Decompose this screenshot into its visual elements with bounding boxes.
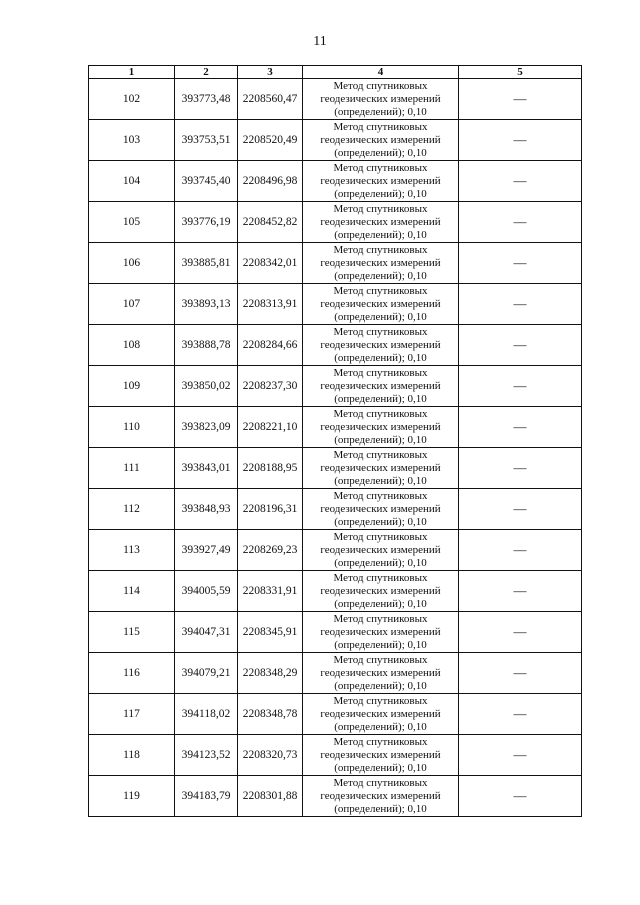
- column-header-x: 2: [175, 66, 238, 79]
- table-row: [89, 653, 582, 694]
- table-row: [89, 120, 582, 161]
- cell-coordinate-y: 2208301,88: [238, 776, 303, 817]
- header-row: [89, 66, 582, 79]
- table-row: [89, 776, 582, 817]
- table-row: [89, 79, 582, 120]
- table-row: [89, 612, 582, 653]
- cell-point-number: 103: [89, 120, 175, 161]
- cell-coordinate-y: 2208221,10: [238, 407, 303, 448]
- cell-coordinate-x: 393848,93: [175, 489, 238, 530]
- cell-coordinate-y: 2208331,91: [238, 571, 303, 612]
- cell-coordinate-x: 394123,52: [175, 735, 238, 776]
- cell-coordinate-x: 394183,79: [175, 776, 238, 817]
- cell-method: Метод спутниковых геодезических измерений (определений); 0,10: [303, 489, 459, 530]
- table-row: [89, 530, 582, 571]
- cell-note: —: [459, 366, 582, 407]
- cell-coordinate-y: 2208342,01: [238, 243, 303, 284]
- cell-coordinate-y: 2208313,91: [238, 284, 303, 325]
- cell-coordinate-x: 393885,81: [175, 243, 238, 284]
- table-row: [89, 489, 582, 530]
- coordinates-table: [88, 65, 582, 817]
- cell-coordinate-x: 393850,02: [175, 366, 238, 407]
- cell-point-number: 110: [89, 407, 175, 448]
- cell-note: —: [459, 448, 582, 489]
- cell-coordinate-x: 393745,40: [175, 161, 238, 202]
- cell-note: —: [459, 161, 582, 202]
- table-row: [89, 243, 582, 284]
- cell-point-number: 116: [89, 653, 175, 694]
- cell-method: Метод спутниковых геодезических измерений (определений); 0,10: [303, 120, 459, 161]
- cell-coordinate-y: 2208320,73: [238, 735, 303, 776]
- cell-point-number: 109: [89, 366, 175, 407]
- cell-coordinate-y: 2208237,30: [238, 366, 303, 407]
- cell-coordinate-y: 2208188,95: [238, 448, 303, 489]
- column-header-y: 3: [238, 66, 303, 79]
- cell-coordinate-y: 2208520,49: [238, 120, 303, 161]
- cell-coordinate-x: 393893,13: [175, 284, 238, 325]
- cell-point-number: 102: [89, 79, 175, 120]
- cell-point-number: 108: [89, 325, 175, 366]
- cell-point-number: 115: [89, 612, 175, 653]
- cell-coordinate-y: 2208496,98: [238, 161, 303, 202]
- cell-note: —: [459, 571, 582, 612]
- cell-note: —: [459, 776, 582, 817]
- cell-method: Метод спутниковых геодезических измерений (определений); 0,10: [303, 530, 459, 571]
- cell-coordinate-y: 2208196,31: [238, 489, 303, 530]
- table-row: [89, 407, 582, 448]
- cell-method: Метод спутниковых геодезических измерений (определений); 0,10: [303, 243, 459, 284]
- cell-note: —: [459, 243, 582, 284]
- cell-method: Метод спутниковых геодезических измерений (определений); 0,10: [303, 571, 459, 612]
- cell-coordinate-x: 393843,01: [175, 448, 238, 489]
- cell-point-number: 119: [89, 776, 175, 817]
- cell-coordinate-y: 2208284,66: [238, 325, 303, 366]
- cell-note: —: [459, 489, 582, 530]
- cell-method: Метод спутниковых геодезических измерений (определений); 0,10: [303, 735, 459, 776]
- table-row: [89, 448, 582, 489]
- cell-point-number: 118: [89, 735, 175, 776]
- cell-note: —: [459, 612, 582, 653]
- cell-coordinate-y: 2208560,47: [238, 79, 303, 120]
- cell-coordinate-y: 2208345,91: [238, 612, 303, 653]
- cell-note: —: [459, 653, 582, 694]
- table-row: [89, 284, 582, 325]
- cell-point-number: 107: [89, 284, 175, 325]
- cell-note: —: [459, 694, 582, 735]
- cell-point-number: 114: [89, 571, 175, 612]
- cell-coordinate-x: 394005,59: [175, 571, 238, 612]
- table-row: [89, 325, 582, 366]
- table-row: [89, 571, 582, 612]
- cell-note: —: [459, 407, 582, 448]
- cell-point-number: 106: [89, 243, 175, 284]
- page-number: 11: [313, 34, 327, 49]
- table-row: [89, 161, 582, 202]
- cell-method: Метод спутниковых геодезических измерений (определений); 0,10: [303, 325, 459, 366]
- cell-coordinate-y: 2208452,82: [238, 202, 303, 243]
- cell-method: Метод спутниковых геодезических измерений (определений); 0,10: [303, 79, 459, 120]
- cell-method: Метод спутниковых геодезических измерений (определений); 0,10: [303, 202, 459, 243]
- cell-method: Метод спутниковых геодезических измерений (определений); 0,10: [303, 284, 459, 325]
- cell-coordinate-y: 2208348,78: [238, 694, 303, 735]
- cell-method: Метод спутниковых геодезических измерений (определений); 0,10: [303, 448, 459, 489]
- cell-coordinate-y: 2208348,29: [238, 653, 303, 694]
- cell-coordinate-y: 2208269,23: [238, 530, 303, 571]
- cell-method: Метод спутниковых геодезических измерений (определений); 0,10: [303, 407, 459, 448]
- cell-coordinate-x: 394118,02: [175, 694, 238, 735]
- cell-coordinate-x: 393776,19: [175, 202, 238, 243]
- cell-coordinate-x: 393888,78: [175, 325, 238, 366]
- table-row: [89, 202, 582, 243]
- column-header-point: 1: [89, 66, 175, 79]
- cell-coordinate-x: 393927,49: [175, 530, 238, 571]
- cell-method: Метод спутниковых геодезических измерений (определений); 0,10: [303, 366, 459, 407]
- cell-note: —: [459, 735, 582, 776]
- table-row: [89, 366, 582, 407]
- column-header-note: 5: [459, 66, 582, 79]
- cell-note: —: [459, 202, 582, 243]
- cell-coordinate-x: 394079,21: [175, 653, 238, 694]
- cell-coordinate-x: 394047,31: [175, 612, 238, 653]
- cell-point-number: 117: [89, 694, 175, 735]
- cell-method: Метод спутниковых геодезических измерений (определений); 0,10: [303, 161, 459, 202]
- cell-method: Метод спутниковых геодезических измерений (определений); 0,10: [303, 612, 459, 653]
- column-header-method: 4: [303, 66, 459, 79]
- cell-point-number: 111: [89, 448, 175, 489]
- cell-point-number: 104: [89, 161, 175, 202]
- cell-method: Метод спутниковых геодезических измерений (определений); 0,10: [303, 776, 459, 817]
- cell-note: —: [459, 325, 582, 366]
- cell-method: Метод спутниковых геодезических измерений (определений); 0,10: [303, 694, 459, 735]
- cell-note: —: [459, 120, 582, 161]
- table-row: [89, 735, 582, 776]
- cell-note: —: [459, 530, 582, 571]
- cell-method: Метод спутниковых геодезических измерений (определений); 0,10: [303, 653, 459, 694]
- table-row: [89, 694, 582, 735]
- cell-coordinate-x: 393823,09: [175, 407, 238, 448]
- cell-point-number: 113: [89, 530, 175, 571]
- cell-coordinate-x: 393753,51: [175, 120, 238, 161]
- cell-point-number: 112: [89, 489, 175, 530]
- cell-note: —: [459, 79, 582, 120]
- cell-note: —: [459, 284, 582, 325]
- cell-point-number: 105: [89, 202, 175, 243]
- cell-coordinate-x: 393773,48: [175, 79, 238, 120]
